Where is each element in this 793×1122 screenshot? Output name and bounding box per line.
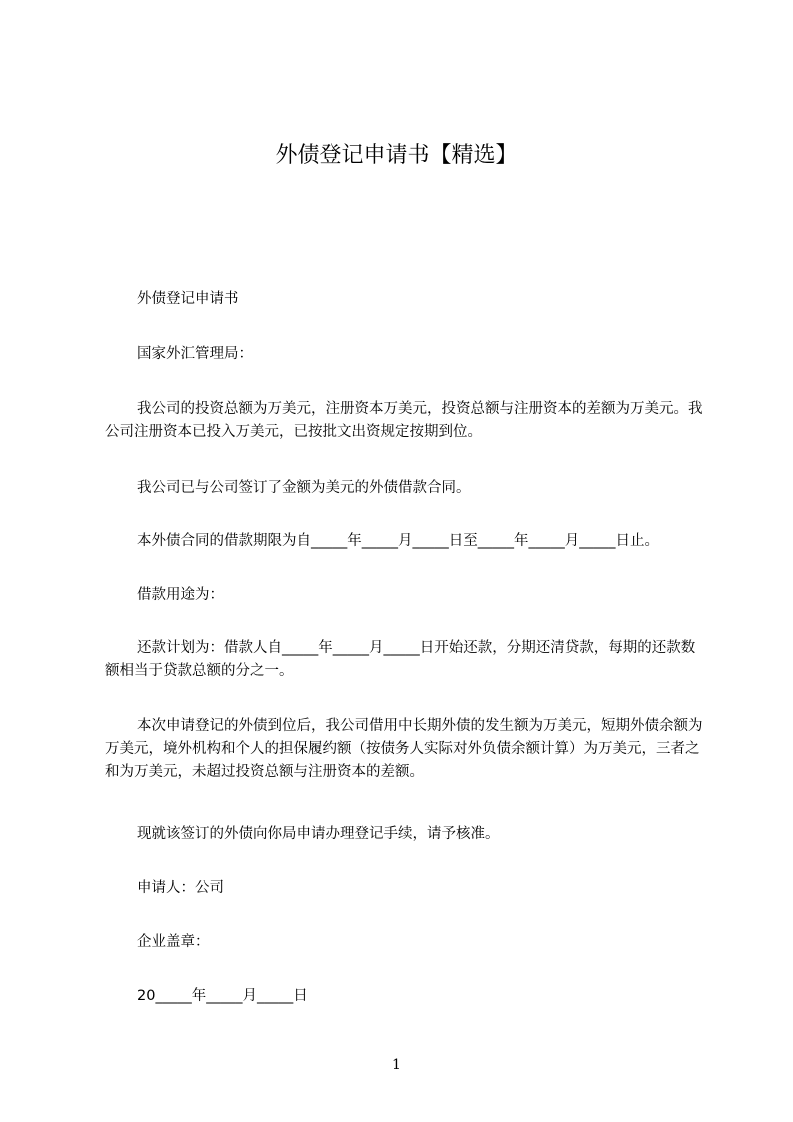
paragraph-loan-purpose: 借款用途为： [137,587,224,603]
paragraph-addressee: 国家外汇管理局： [137,346,253,362]
paragraph-investment: 我公司的投资总额为万美元，注册资本万美元，投资总额与注册资本的差额为万美元。我公司注册资本已投入万美元，已按批文出资规定按期到位。 [105,401,703,440]
paragraph-request: 现就该签订的外债向你局申请办理登记手续，请予核准。 [137,826,500,842]
paragraph-loan-period: 本外债合同的借款期限为自_____年_____月_____日至_____年_____月_____日止。 [137,533,659,549]
paragraph-applicant: 申请人：公司 [137,880,224,896]
paragraph-contract: 我公司已与公司签订了金额为美元的外债借款合同。 [137,480,471,496]
paragraph-seal: 企业盖章： [137,934,210,950]
paragraph-heading: 外债登记申请书 [137,291,239,307]
paragraph-registration: 本次申请登记的外债到位后，我公司借用中长期外债的发生额为万美元，短期外债余额为万美元，境外机构和个人的担保履约额（按债务人实际对外负债余额计算）为万美元，三者之和为万美元，未超过投资总额与注册资本的差额。 [105,718,703,780]
paragraph-repayment-plan: 还款计划为：借款人自_____年_____月_____日开始还款，分期还清贷款，每期的还款数额相当于贷款总额的分之一。 [105,640,696,679]
page-number: 1 [392,1057,401,1073]
document-title: 外债登记申请书【精选】 [275,143,518,168]
paragraph-date: 20_____年_____月_____日 [137,988,308,1004]
